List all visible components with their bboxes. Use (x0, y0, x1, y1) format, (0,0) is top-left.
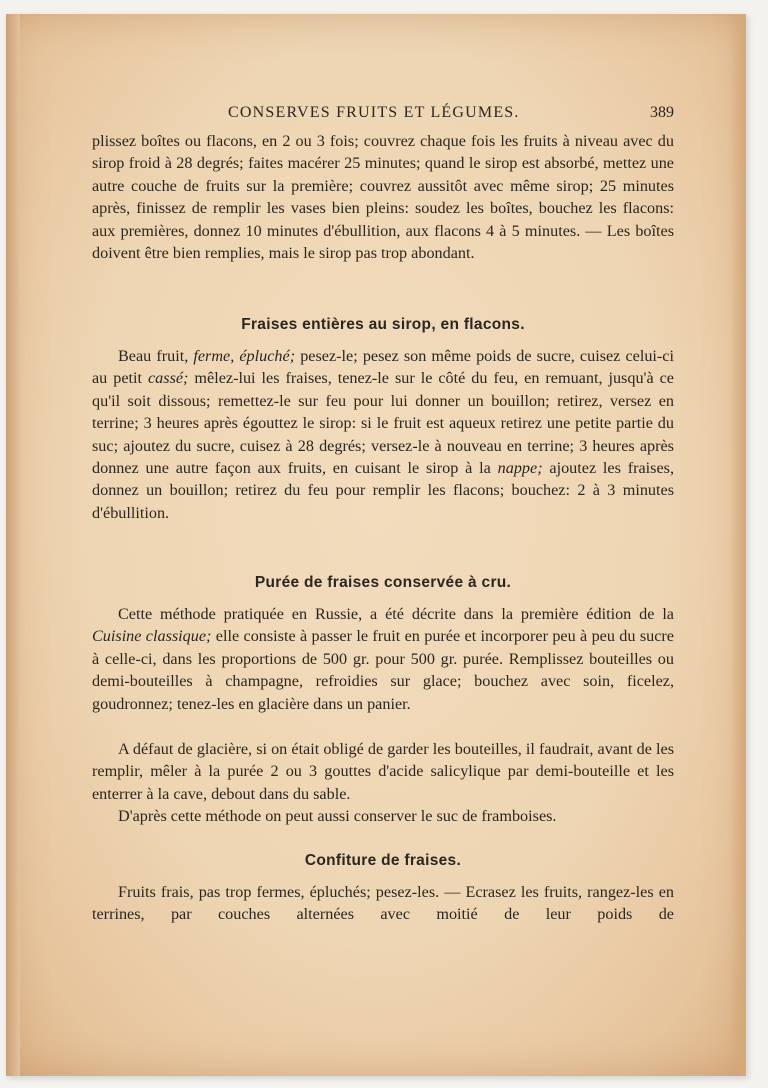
paragraph: A défaut de glacière, si on était obligé de garder les bouteilles, il faudrait, avant de les remplir, mêler à la purée 2 ou 3 gouttes d'acide salicylique par demi-bouteille et les enterrer à la cave, debout dans du sable. (92, 740, 674, 803)
paragraph: D'après cette méthode on peut aussi conserver le suc de framboises. (118, 807, 557, 825)
page-number: 389 (650, 104, 674, 121)
book-page (6, 14, 746, 1076)
page-left-edge (6, 14, 20, 1076)
header-title: CONSERVES FRUITS ET LÉGUMES. (228, 104, 520, 121)
section-heading: Fraises entières au sirop, en flacons. (241, 316, 525, 333)
continued-paragraph: plissez boîtes ou flacons, en 2 ou 3 fois; couvrez chaque fois les fruits à niveau avec du sirop froid à 28 degrés; faites macérer 25 minutes; quand le sirop est absorbé, mettez une autre couche de fruits sur la première; couvrez aussitôt avec même sirop; 25 minutes après, finissez de remplir les vases bien pleins: soudez les boîtes, bouchez les flacons: aux premières, donnez 10 minutes d'ébullition, aux flacons 4 à 5 minutes. — Les boîtes doivent être bien remplies, mais le sirop pas trop abondant. (92, 132, 674, 263)
section-heading: Confiture de fraises. (304, 852, 462, 869)
section-heading: Purée de fraises conservée à cru. (254, 574, 512, 591)
paragraph: Fruits frais, pas trop fermes, épluchés; pesez-les. — Ecrasez les fruits, rangez-les en terrines, par couches alternées avec moitié de leur poids de (92, 883, 674, 924)
paragraph: Beau fruit, ferme, épluché; pesez-le; pesez son même poids de sucre, cuisez celui-ci au petit cassé; mêlez-lui les fraises, tenez-le sur le côté du feu, en remuant, jusqu'à ce qu'il soit dissous; remettez-le sur feu pour lui donner un bouillon; retirez, versez en terrine; 3 heures après égouttez le sirop: si le fruit est aqueux retirez une petite partie du suc; ajoutez du sucre, cuisez à 28 degrés; versez-le à nouveau en terrine; 3 heures après donnez une autre façon aux fruits, en cuisant le sirop à la nappe; ajoutez les fraises, donnez un bouillon; retirez du feu pour remplir les flacons; bouchez: 2 à 3 minutes d'ébullition. (92, 347, 674, 522)
page-right-edge (730, 14, 746, 1076)
paragraph: Cette méthode pratiquée en Russie, a été décrite dans la première édition de la Cuisine classique; elle consiste à passer le fruit en purée et incorporer peu à peu du sucre à celle-ci, dans les proportions de 500 gr. pour 500 gr. purée. Remplissez bouteilles ou demi-bouteilles à champagne, refroidies sur glace; bouchez avec soin, ficelez, goudronnez; tenez-les en glacière dans un panier. (92, 605, 674, 713)
running-header (92, 104, 674, 126)
